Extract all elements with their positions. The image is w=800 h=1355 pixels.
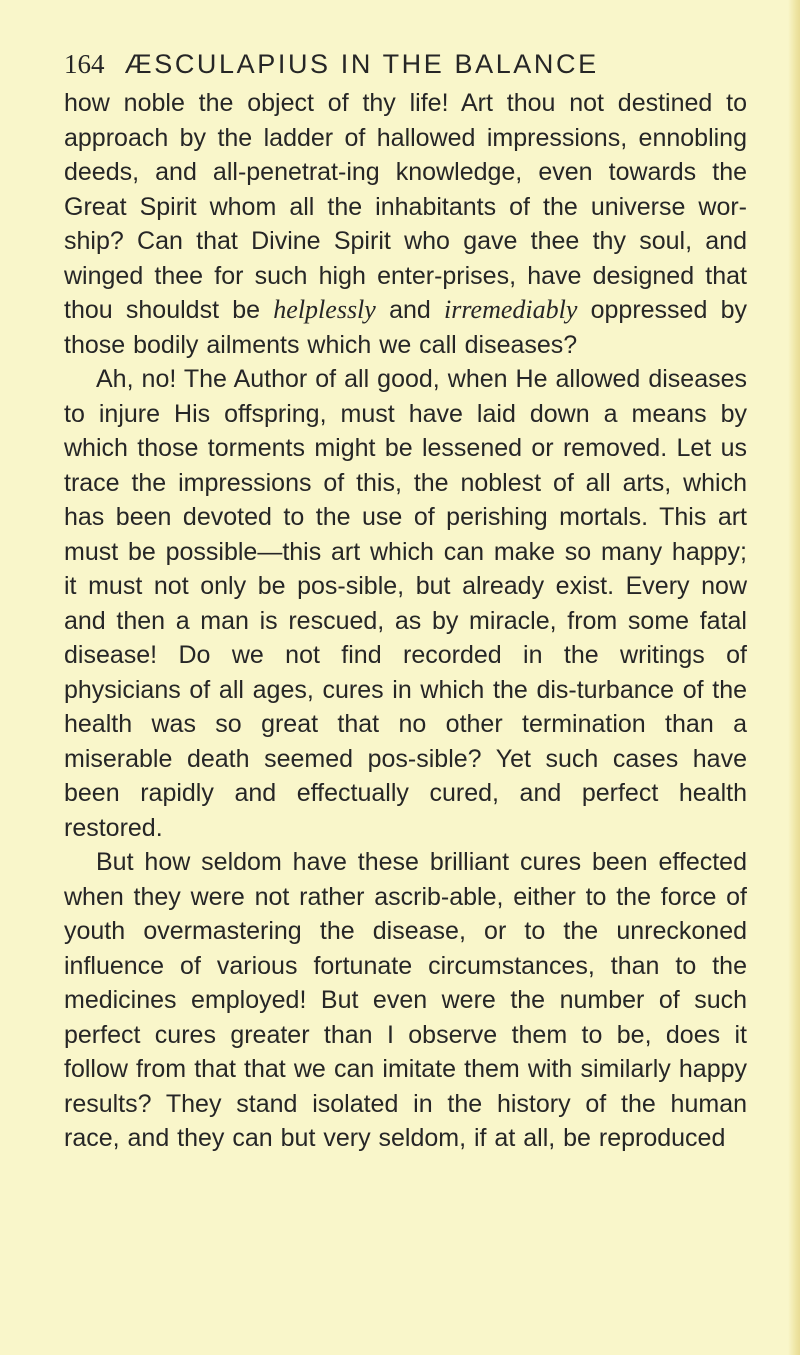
paragraph-2: Ah, no! The Author of all good, when He allowed diseases to injure His offspring, must have laid down a means by which those torments might be lessened or removed. Let us trace the impressions of this, the noblest of all arts, which has been devoted to the use of perishing mortals. This art must be possible—this art which can make so many happy; it must not only be pos-sible, but already exist. Every now and then a man is rescued, as by miracle, from some fatal disease! Do we not find recorded in the writings of physicians of all ages, cures in which the dis-turbance of the health was so great that no other termination than a miserable death seemed pos-sible? Yet such cases have been rapidly and effectually cured, and perfect health restored. [64, 365, 747, 842]
page-number: 164 [64, 49, 105, 79]
italic-helplessly: helplessly [273, 295, 376, 324]
paragraph-1 [64, 86, 747, 362]
paragraph-1-text-a: how noble the object of thy life! Art thou not destined to approach by the ladder of hallowed impressions, ennobling deeds, and all-penetrat-ing knowledge, even towards the Great Spirit whom all the inhabitants of the universe wor-ship? Can that Divine Spirit who gave thee thy soul, and winged thee for such high enter-prises, have designed that thou shouldst be [64, 89, 747, 324]
running-header [64, 44, 744, 84]
page-edge-shading [788, 0, 800, 1355]
paragraph-1-text-c: oppressed by those bodily ailments which we call diseases? [64, 296, 748, 359]
italic-irremediably: irremediably [444, 295, 578, 324]
paragraph-1-text-b: and [375, 296, 445, 324]
running-title: ÆSCULAPIUS IN THE BALANCE [124, 49, 599, 79]
body-text [64, 86, 747, 1156]
paragraph-3: But how seldom have these brilliant cures been effected when they were not rather ascrib-able, either to the force of youth overmastering the disease, or to the unreckoned influence of various fortunate circumstances, than to the medicines employed! But even were the number of such perfect cures greater than I observe them to be, does it follow from that that we can imitate them with similarly happy results? They stand isolated in the history of the human race, and they can but very seldom, if at all, be reproduced [64, 848, 747, 1152]
